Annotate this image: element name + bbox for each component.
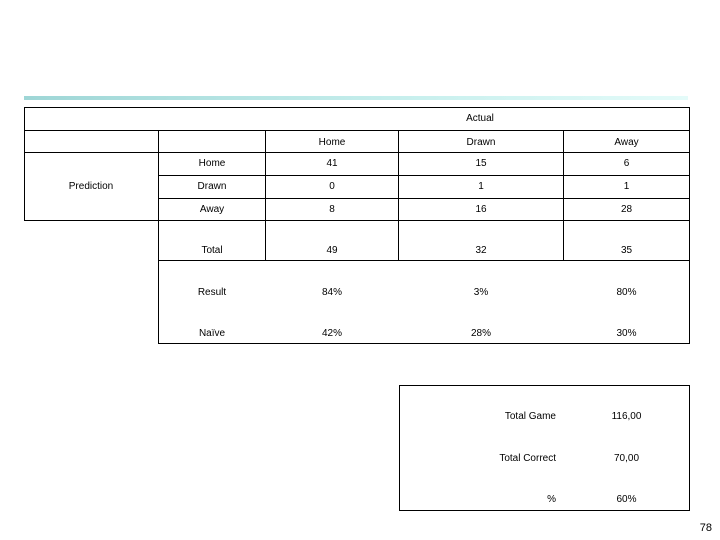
summary-value-total-correct: 70,00 (613, 453, 640, 464)
table-cell: 1 (623, 181, 630, 192)
table-cell: 80% (616, 287, 637, 298)
table-cell: 35 (620, 245, 633, 256)
table-cell: 16 (475, 204, 487, 215)
grid-line (24, 130, 690, 131)
summary-value-total-game: 116,00 (611, 411, 642, 422)
row-label-total: Total (201, 245, 223, 256)
table-cell: 49 (326, 245, 338, 256)
table-cell: 41 (326, 158, 338, 169)
grid-line (158, 198, 690, 199)
actual-header: Actual (466, 113, 494, 124)
table-cell: 28% (470, 328, 491, 339)
grid-line (24, 152, 690, 153)
grid-line (399, 385, 400, 511)
page-number: 78 (699, 522, 712, 534)
summary-value-percent: 60% (616, 494, 637, 505)
prediction-header: Prediction (68, 181, 114, 192)
grid-line (24, 107, 25, 221)
header-accent-bar (24, 96, 688, 100)
table-cell: 0 (329, 181, 335, 192)
row-label-home: Home (198, 158, 226, 169)
grid-line (158, 175, 690, 176)
table-cell: 28 (620, 204, 633, 215)
table-cell: 6 (623, 158, 630, 169)
row-label-naive: Naïve (198, 328, 226, 339)
table-cell: 32 (475, 245, 487, 256)
row-label-result: Result (197, 287, 227, 298)
grid-line (158, 260, 690, 261)
column-header-away: Away (614, 137, 639, 148)
row-label-away: Away (199, 204, 225, 215)
grid-line (689, 107, 690, 344)
table-cell: 30% (616, 328, 637, 339)
grid-line (399, 385, 690, 386)
grid-line (24, 107, 690, 108)
grid-line (158, 343, 690, 344)
grid-line (24, 220, 690, 221)
grid-line (265, 130, 266, 261)
summary-label-total-game: Total Game (504, 411, 556, 422)
column-header-home: Home (318, 137, 346, 148)
row-label-drawn: Drawn (197, 181, 227, 192)
grid-line (689, 385, 690, 511)
table-cell: 15 (475, 158, 487, 169)
summary-label-percent: % (547, 494, 556, 505)
table-cell: 42% (321, 328, 342, 339)
table-cell: 1 (478, 181, 484, 192)
grid-line (399, 510, 690, 511)
table-cell: 3% (473, 287, 489, 298)
summary-label-total-correct: Total Correct (499, 453, 556, 464)
column-header-drawn: Drawn (466, 137, 496, 148)
table-cell: 84% (321, 287, 342, 298)
grid-line (398, 130, 399, 261)
table-cell: 8 (329, 204, 335, 215)
grid-line (563, 130, 564, 261)
